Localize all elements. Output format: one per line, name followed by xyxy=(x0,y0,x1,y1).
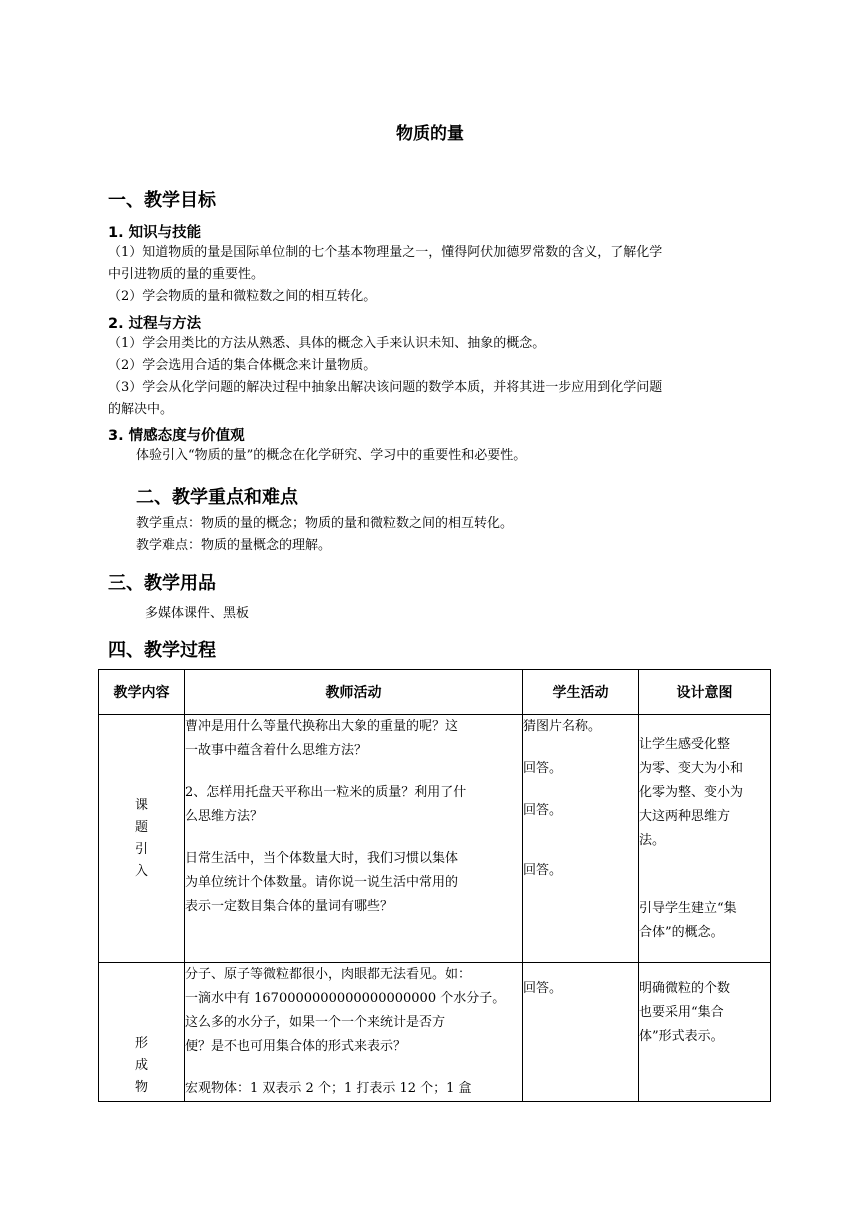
text-line: 体验引入“物质的量”的概念在化学研究、学习中的重要性和必要性。 xyxy=(136,448,527,463)
subheading-knowledge-skills: 1. 知识与技能 xyxy=(108,225,202,241)
section-heading-objectives: 一、教学目标 xyxy=(108,190,216,211)
cell-line: 让学生感受化整 xyxy=(639,737,731,752)
cell-line: 猜图片名称。 xyxy=(523,719,602,734)
label-char: 成 xyxy=(134,1058,148,1073)
cell-line: 回答。 xyxy=(523,981,563,996)
cell-line: 回答。 xyxy=(523,761,563,776)
cell-line: 便？是不也可用集合体的形式来表示？ xyxy=(185,1039,407,1054)
header-content: 教学内容 xyxy=(99,670,185,715)
cell-line: 合体”的概念。 xyxy=(639,925,724,940)
teaching-process-table xyxy=(98,669,771,1102)
cell-line: 为零、变大为小和 xyxy=(639,761,744,776)
text-line: （1）知道物质的量是国际单位制的七个基本物理量之一，懂得阿伏加德罗常数的含义，了解化学 xyxy=(108,245,663,260)
knowledge-skills-text xyxy=(108,242,768,308)
cell-line: 回答。 xyxy=(523,863,563,878)
text-line: （3）学会从化学问题的解决过程中抽象出解决该问题的数学本质，并将其进一步应用到化学问题 xyxy=(108,380,663,395)
process-method-text xyxy=(108,333,768,421)
cell-line: 一故事中蕴含着什么思维方法？ xyxy=(185,743,368,758)
section-heading-key-points: 二、教学重点和难点 xyxy=(136,487,298,508)
design-intent-cell xyxy=(639,715,771,963)
cell-line: 为单位统计个体数量。请你说一说生活中常用的 xyxy=(185,875,459,890)
page-title: 物质的量 xyxy=(396,124,464,144)
section-heading-process: 四、教学过程 xyxy=(108,640,216,661)
cell-line: 明确微粒的个数 xyxy=(639,981,731,996)
cell-line: 引导学生建立“集 xyxy=(639,901,737,916)
label-char: 题 xyxy=(134,819,148,835)
cell-line: 这么多的水分子，如果一个一个来统计是否方 xyxy=(185,1015,446,1030)
text-line: （2）学会选用合适的集合体概念来计量物质。 xyxy=(108,358,377,373)
text-line: 教学难点：物质的量概念的理解。 xyxy=(136,538,332,553)
table-row xyxy=(99,963,771,1102)
text-line: （2）学会物质的量和微粒数之间的相互转化。 xyxy=(108,289,377,304)
subheading-attitude-values: 3. 情感态度与价值观 xyxy=(108,428,245,444)
student-activity-cell xyxy=(523,963,639,1102)
text-line: （1）学会用类比的方法从熟悉、具体的概念入手来认识未知、抽象的概念。 xyxy=(108,336,546,351)
label-char: 入 xyxy=(134,863,148,879)
cell-line: 体”形式表示。 xyxy=(639,1029,724,1044)
row-label-cell xyxy=(99,715,185,963)
header-design-intent: 设计意图 xyxy=(639,670,771,715)
text-line: 中引进物质的量的重要性。 xyxy=(108,267,265,282)
subheading-process-method: 2. 过程与方法 xyxy=(108,316,202,332)
cell-line: 2、怎样用托盘天平称出一粒米的质量？利用了什 xyxy=(185,785,467,800)
materials-text: 多媒体课件、黑板 xyxy=(145,606,250,621)
teacher-activity-cell xyxy=(185,963,523,1102)
header-teacher-activity: 教师活动 xyxy=(185,670,523,715)
header-student-activity: 学生活动 xyxy=(523,670,639,715)
design-intent-cell xyxy=(639,963,771,1102)
row-label-cell xyxy=(99,963,185,1102)
label-char: 形 xyxy=(134,1036,148,1051)
label-char: 课 xyxy=(134,797,148,813)
cell-line: 日常生活中，当个体数量大时，我们习惯以集体 xyxy=(185,851,459,866)
table-header-row xyxy=(99,670,771,715)
section-heading-materials: 三、教学用品 xyxy=(108,573,216,594)
student-activity-cell xyxy=(523,715,639,963)
cell-line: 宏观物体：1 双表示 2 个；1 打表示 12 个；1 盒 xyxy=(185,1081,472,1096)
cell-line: 分子、原子等微粒都很小，肉眼都无法看见。如： xyxy=(185,967,472,982)
cell-line: 大这两种思维方 xyxy=(639,809,731,824)
cell-line: 表示一定数目集合体的量词有哪些？ xyxy=(185,899,394,914)
table-row xyxy=(99,715,771,963)
label-char: 引 xyxy=(134,841,148,857)
text-line: 的解决中。 xyxy=(108,402,174,417)
attitude-values-text xyxy=(136,445,796,467)
label-char: 物 xyxy=(134,1080,148,1095)
text-line: 教学重点：物质的量的概念；物质的量和微粒数之间的相互转化。 xyxy=(136,516,514,531)
cell-line: 法。 xyxy=(639,833,666,848)
cell-line: 曹冲是用什么等量代换称出大象的重量的呢？这 xyxy=(185,719,459,734)
cell-line: 么思维方法？ xyxy=(185,809,264,824)
cell-line: 化零为整、变小为 xyxy=(639,785,744,800)
teacher-activity-cell xyxy=(185,715,523,963)
cell-line: 回答。 xyxy=(523,803,563,818)
cell-line: 也要采用“集合 xyxy=(639,1005,724,1020)
cell-line: 一滴水中有 1670000000000000000000 个水分子。 xyxy=(185,991,506,1006)
key-points-text xyxy=(136,513,796,557)
